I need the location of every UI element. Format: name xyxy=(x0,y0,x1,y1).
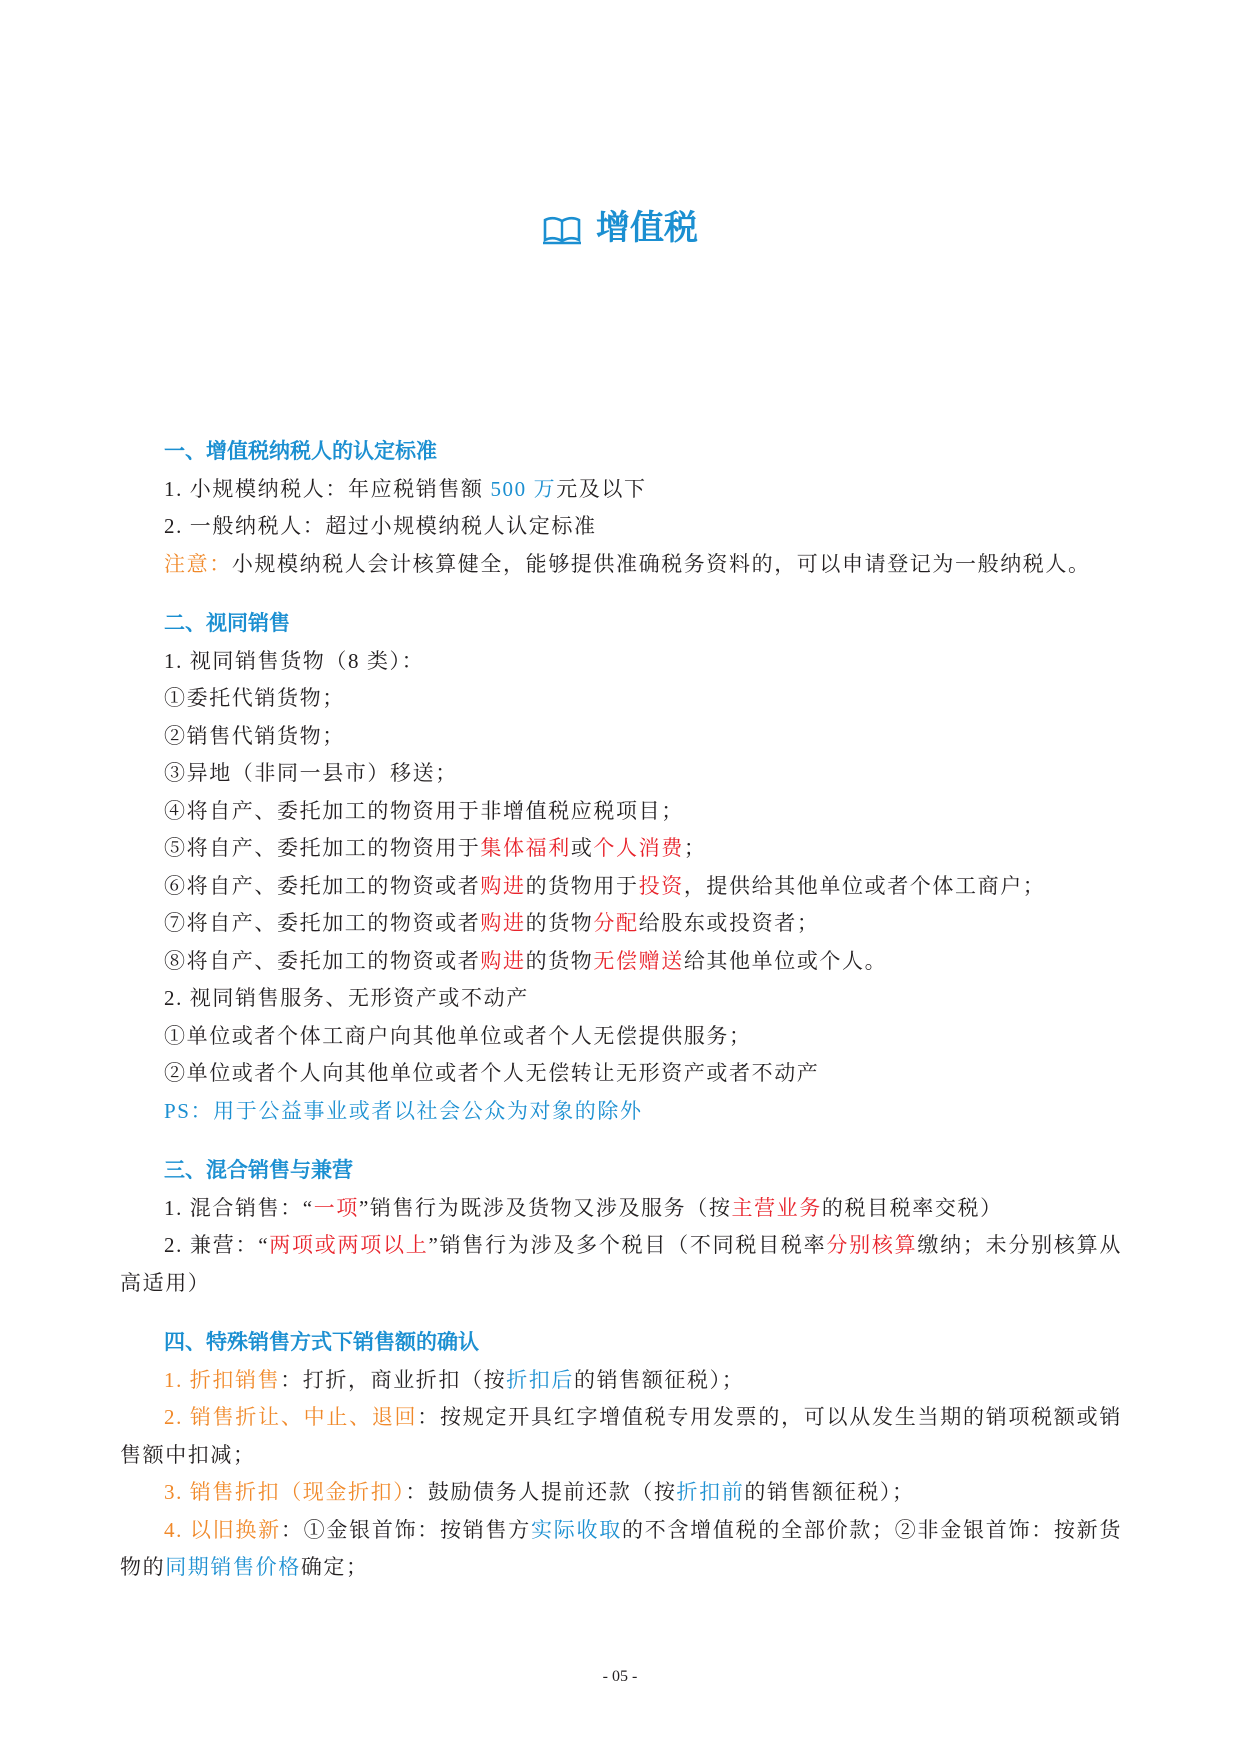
text-run: ”销售行为涉及多个税目（不同税目税率 xyxy=(428,1233,827,1257)
text-run: 的货物 xyxy=(525,948,594,973)
text-run: 给其他单位或个人。 xyxy=(683,948,888,973)
text-run: 的不含增值税的全部价款；②非金银首饰：按新货物的 xyxy=(120,1517,1123,1579)
text-run: ⑥将自产、委托加工的物资或者 xyxy=(164,873,481,898)
section-heading: 一、增值税纳税人的认定标准 xyxy=(164,440,437,463)
paragraph xyxy=(120,1227,1122,1302)
text-run: ④将自产、委托加工的物资用于非增值税应税项目； xyxy=(164,798,684,823)
section-heading: 四、特殊销售方式下销售额的确认 xyxy=(164,1331,479,1354)
paragraph xyxy=(120,1362,1122,1400)
text-run: 或 xyxy=(570,836,594,860)
highlight-text: 分别核算 xyxy=(826,1233,918,1257)
highlight-text: 折扣后 xyxy=(506,1367,575,1392)
text-run: 的销售额征税）； xyxy=(574,1367,745,1392)
highlight-text: 实际收取 xyxy=(531,1517,622,1542)
text-run: ①单位或者个体工商户向其他单位或者个人无偿提供服务； xyxy=(164,1023,752,1048)
paragraph xyxy=(120,830,1122,868)
paragraph xyxy=(120,718,1122,756)
paragraph xyxy=(120,1190,1122,1228)
text-run: 小规模纳税人会计核算健全，能够提供准确税务资料的，可以申请登记为一般纳税人。 xyxy=(231,551,1091,576)
highlight-text: 主营业务 xyxy=(731,1195,822,1220)
section-heading: 三、混合销售与兼营 xyxy=(164,1159,353,1182)
paragraph xyxy=(120,546,1122,584)
highlight-text: 购进 xyxy=(480,873,526,898)
text-run: ，提供给其他单位或者个体工商户； xyxy=(683,873,1046,898)
highlight-text: 4. 以旧换新 xyxy=(164,1517,281,1542)
highlight-text: 投资 xyxy=(638,873,684,898)
text-run: 2. 一般纳税人：超过小规模纳税人认定标准 xyxy=(164,514,597,538)
section-heading: 二、视同销售 xyxy=(164,612,290,635)
paragraph xyxy=(120,755,1122,793)
highlight-text: 同期销售价格 xyxy=(165,1555,301,1579)
text-run: 的货物 xyxy=(525,911,594,935)
title-text: 增值税 xyxy=(596,209,698,247)
text-run: 的销售额征税）； xyxy=(744,1480,915,1504)
text-run: ⑧将自产、委托加工的物资或者 xyxy=(164,948,481,973)
paragraph xyxy=(120,943,1122,981)
highlight-text: 集体福利 xyxy=(480,836,571,860)
text-run: ：鼓励债务人提前还款（按 xyxy=(405,1480,677,1504)
text-run: ②单位或者个人向其他单位或者个人无偿转让无形资产或者不动产 xyxy=(164,1061,820,1085)
highlight-text: 2. 销售折让、中止、退回 xyxy=(164,1405,418,1429)
text-run: ①委托代销货物； xyxy=(164,686,345,710)
text-run: 的货物用于 xyxy=(525,873,639,898)
paragraph xyxy=(120,1474,1122,1512)
text-run: 元及以下 xyxy=(556,476,647,501)
highlight-text: 无偿赠送 xyxy=(593,948,684,973)
highlight-text: 3. 销售折扣（现金折扣） xyxy=(164,1480,406,1504)
text-run: ：按规定开具红字增值税专用发票的，可以从发生当期的销项税额或销售额中扣减； xyxy=(120,1405,1122,1467)
highlight-text: 注意： xyxy=(164,551,232,576)
paragraph xyxy=(120,868,1122,906)
highlight-text: 购进 xyxy=(480,911,526,935)
paragraph xyxy=(120,508,1122,546)
text-run: ； xyxy=(683,836,707,860)
paragraph xyxy=(120,1093,1122,1131)
highlight-text: 两项或两项以上 xyxy=(269,1233,429,1257)
document-body xyxy=(120,433,1122,1587)
paragraph xyxy=(120,471,1122,509)
paragraph xyxy=(120,1399,1122,1474)
paragraph xyxy=(120,793,1122,831)
paragraph xyxy=(120,1018,1122,1056)
open-book-icon xyxy=(542,209,596,247)
highlight-text: PS：用于公益事业或者以社会公众为对象的除外 xyxy=(164,1098,643,1123)
text-run: ⑦将自产、委托加工的物资或者 xyxy=(164,911,481,935)
paragraph xyxy=(120,1055,1122,1093)
highlight-text: 一项 xyxy=(313,1195,359,1220)
paragraph xyxy=(120,980,1122,1018)
text-run: 缴纳；未分别核算从高适用） xyxy=(120,1233,1122,1295)
text-run: ：①金银首饰：按销售方 xyxy=(280,1517,531,1542)
paragraph xyxy=(120,680,1122,718)
paragraph xyxy=(120,1512,1122,1587)
text-run: 1. 混合销售：“ xyxy=(164,1195,314,1220)
page-number: - 05 - xyxy=(602,1668,638,1685)
highlight-text: 个人消费 xyxy=(593,836,684,860)
text-run: ③异地（非同一县市）移送； xyxy=(164,761,458,785)
highlight-text: 500 万 xyxy=(490,476,557,501)
text-run: 1. 小规模纳税人：年应税销售额 xyxy=(164,476,491,501)
page-title xyxy=(0,200,1240,249)
text-run: 2. 兼营：“ xyxy=(164,1233,270,1257)
text-run: 的税目税率交税） xyxy=(821,1195,1003,1220)
text-run: ②销售代销货物； xyxy=(164,723,345,748)
highlight-text: 分配 xyxy=(593,911,639,935)
paragraph xyxy=(120,643,1122,681)
paragraph xyxy=(120,905,1122,943)
text-run: 1. 视同销售货物（8 类）： xyxy=(164,648,425,673)
text-run: ”销售行为既涉及货物又涉及服务（按 xyxy=(358,1195,732,1220)
text-run: 2. 视同销售服务、无形资产或不动产 xyxy=(164,986,529,1010)
highlight-text: 折扣前 xyxy=(676,1480,745,1504)
text-run: 确定； xyxy=(300,1555,369,1579)
text-run: 给股东或投资者； xyxy=(638,911,820,935)
highlight-text: 购进 xyxy=(480,948,526,973)
text-run: ⑤将自产、委托加工的物资用于 xyxy=(164,836,481,860)
text-run: ：打折，商业折扣（按 xyxy=(280,1367,507,1392)
highlight-text: 1. 折扣销售 xyxy=(164,1367,281,1392)
